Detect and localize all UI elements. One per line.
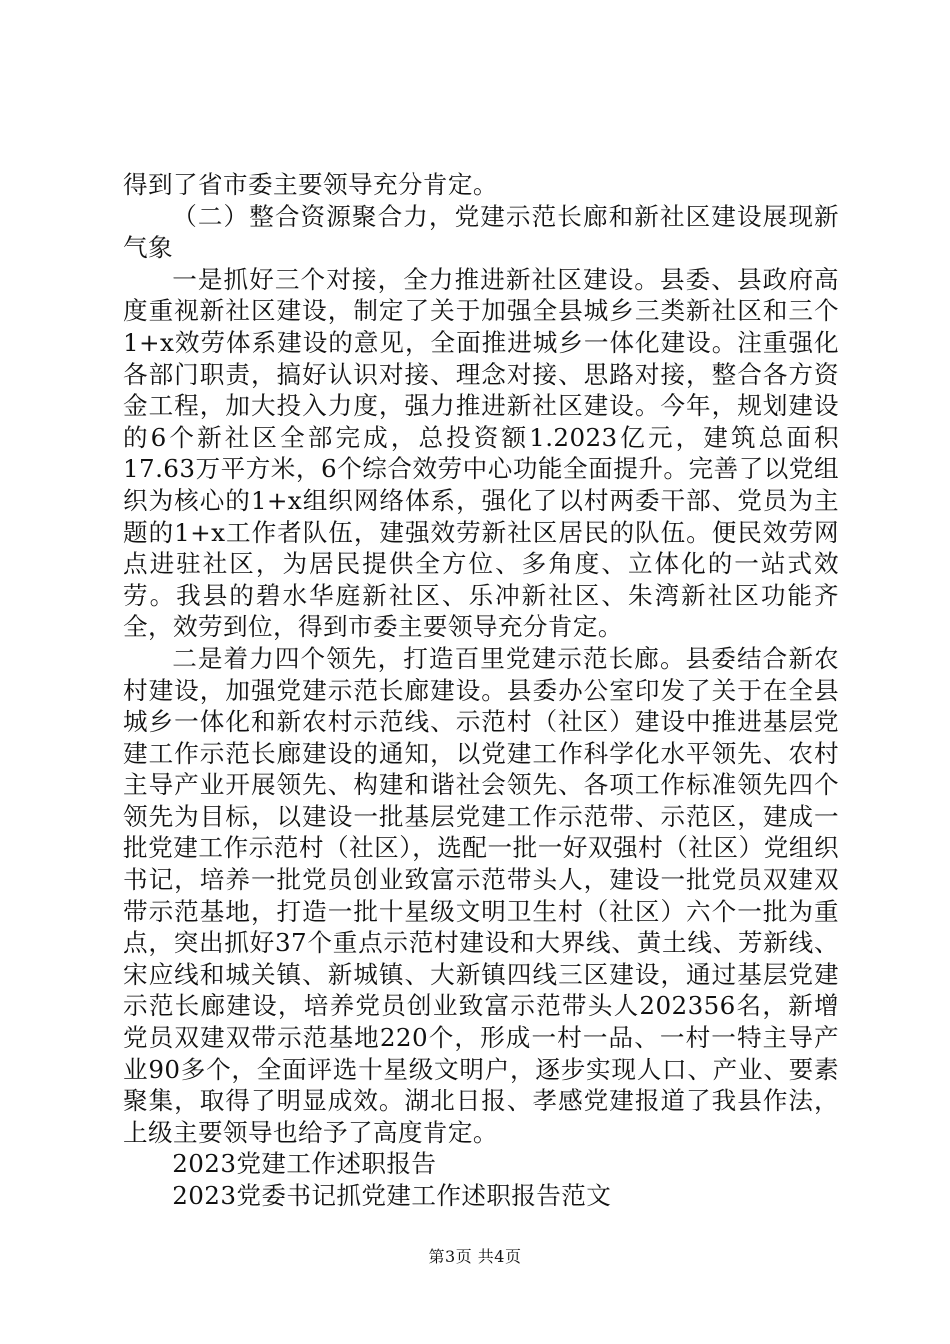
paragraph-1: 得到了省市委主要领导充分肯定。	[123, 170, 498, 199]
page-footer: 第3页 共4页	[428, 1247, 522, 1266]
section-heading: （二）整合资源聚合力，党建示范长廊和新社区建设展现新气象	[123, 201, 839, 263]
related-link-2: 2023党委书记抓党建工作述职报告范文	[172, 1181, 612, 1210]
related-link-1: 2023党建工作述职报告	[172, 1149, 437, 1179]
paragraph-new-community: 一是抓好三个对接，全力推进新社区建设。县委、县政府高度重视新社区建设，制定了关于加强全县城乡三类新社区和三个1+x效劳体系建设的意见，全面推进城乡一体化建设。注重强化各部门职责，搞好认识对接、理念对接、思路对接，整合各方资金工程，加大投入力度，强力推进新社区建设。今年，规划建设的6个新社区全部完成，总投资额1.2023亿元，建筑总面积17.63万平方米，6个综合效劳中心功能全面提升。完善了以党组织为核心的1+x组织网络体系，强化了以村两委干部、党员为主题的1+x工作者队伍，建强效劳新社区居民的队伍。便民效劳网点进驻社区，为居民提供全方位、多角度、立体化的一站式效劳。我县的碧水华庭新社区、乐冲新社区、朱湾新社区功能齐全，效劳到位，得到市委主要领导充分肯定。	[123, 264, 839, 642]
document-body	[123, 169, 839, 1212]
paragraph-demo-corridor: 二是着力四个领先，打造百里党建示范长廊。县委结合新农村建设，加强党建示范长廊建设。县委办公室印发了关于在全县城乡一体化和新农村示范线、示范村（社区）建设中推进基层党建工作示范长廊建设的通知，以党建工作科学化水平领先、农村主导产业开展领先、构建和谐社会领先、各项工作标准领先四个领先为目标，以建设一批基层党建工作示范带、示范区，建成一批党建工作示范村（社区），选配一批一好双强村（社区）党组织书记，培养一批党员创业致富示范带头人，建设一批党员双建双带示范基地，打造一批十星级文明卫生村（社区）六个一批为重点，突出抓好37个重点示范村建设和大界线、黄土线、芳新线、宋应线和城关镇、新城镇、大新镇四线三区建设，通过基层党建示范长廊建设，培养党员创业致富示范带头人202356名，新增党员双建双带示范基地220个，形成一村一品、一村一特主导产业90多个，全面评选十星级文明户，逐步实现人口、产业、要素聚集，取得了明显成效。湖北日报、孝感党建报道了我县作法，上级主要领导也给予了高度肯定。	[123, 643, 839, 1147]
